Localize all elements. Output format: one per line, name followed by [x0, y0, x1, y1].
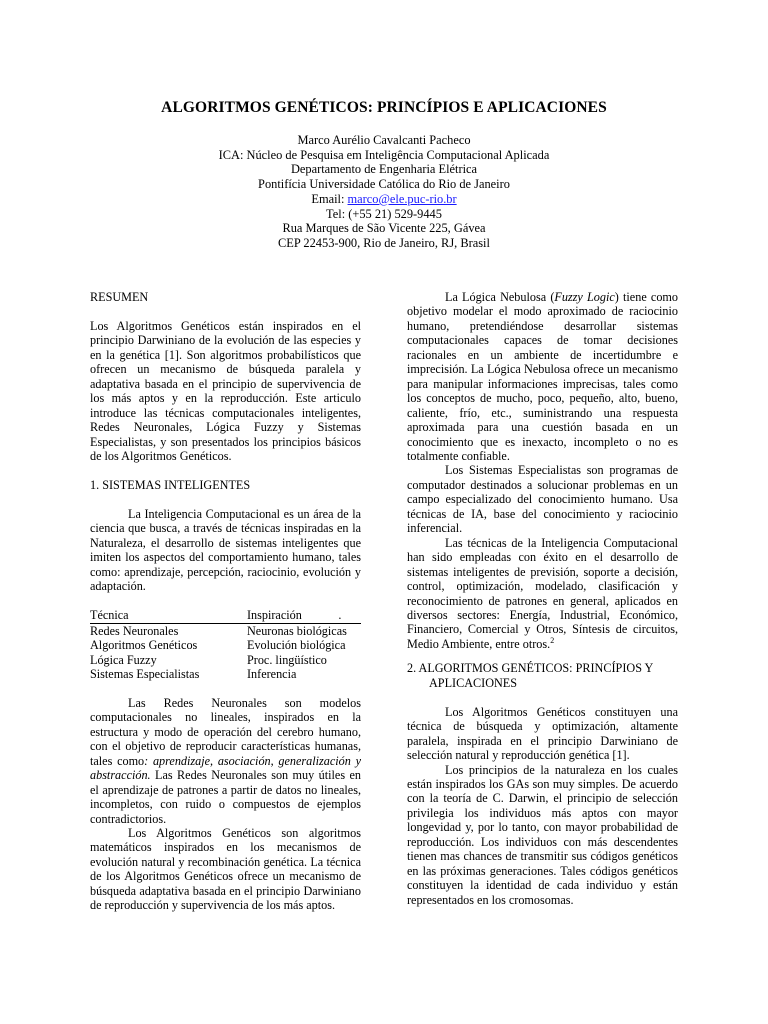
section2-heading: 2. ALGORITMOS GENÉTICOS: PRINCÍPIOS Y APLICACIONES [407, 661, 653, 690]
table-cell: Neuronas biológicas [247, 623, 347, 638]
right-column [407, 290, 678, 907]
affiliation-line: Pontifícia Universidade Católica do Rio de Janeiro [258, 177, 510, 192]
author-name: Marco Aurélio Cavalcanti Pacheco [297, 133, 471, 147]
table-header-cell: Técnica [90, 608, 247, 623]
techniques-table [90, 608, 361, 681]
table-cell: Proc. lingüístico [247, 652, 327, 667]
section1-paragraph: La Inteligencia Computacional es un área de la ciencia que busca, a través de técnicas inspiradas en la Naturaleza, el desarrollo de sistemas inteligentes que imiten los aspectos del comportamiento humano, tales como: aprendizaje, percepción, raciocinio, evolución y adaptación. [90, 506, 361, 594]
table-row [90, 623, 361, 638]
table-cell: Algoritmos Genéticos [90, 638, 198, 653]
email-line [0, 192, 768, 207]
italic-text-run: : aprendizaje, asociación, generalización y abstracción. [90, 753, 361, 783]
italic-text-run: Fuzzy Logic [554, 290, 615, 304]
address-line: CEP 22453-900, Rio de Janeiro, RJ, Brasil [278, 235, 490, 250]
section1-paragraph: Los Algoritmos Genéticos son algoritmos matemáticos inspirados en los mecanismos de evolución natural y recombinación genética. La técnica de los Algoritmos Genéticos ofrece un mecanismo de búsqueda adaptativa basada en el principio Darwiniano de reproducción y supervivencia de los más aptos. [90, 826, 361, 913]
email-link[interactable]: marco@ele.puc-rio.br [347, 191, 457, 206]
resumen-paragraph: Los Algoritmos Genéticos están inspirados en el principio Darwiniano de la evolución de las especies y en la genética [1]. Son algoritmos probabilísticos que ofrecen un mecanismo de búsqueda paralela y adaptativa basada en el principio de supervivencia de los más aptos y en la reproducción. Este articulo introduce las técnicas computacionales inteligentes, Redes Neuronales, Lógica Fuzzy y Sistemas Especialistas, y son presentados los principios básicos de los Algoritmos Genéticos. [90, 318, 361, 464]
text-run: La Lógica Nebulosa ( [445, 290, 555, 304]
resumen-heading: RESUMEN [90, 290, 149, 304]
affiliation-line: ICA: Núcleo de Pesquisa em Inteligência Computacional Aplicada [218, 147, 550, 162]
address-line: Rua Marques de São Vicente 225, Gávea [282, 221, 486, 236]
paper-title: ALGORITMOS GENÉTICOS: PRINCÍPIOS E APLICACIONES [161, 99, 607, 116]
section1-paragraph: Los Sistemas Especialistas son programas de computador destinados a solucionar problemas en un campo especializado del conocimiento humano. Usa técnicas de IA, base del conocimiento y raciocinio inferencial. [407, 463, 678, 536]
text-run: ) tiene como objetivo modelar el modo aproximado de raciocinio humano, pretendiéndose desarrollar sistemas computacionales capaces de tomar decisiones racionales en un ambiente de incertidumbre e imprecisión. La Lógica Nebulosa ofrece un mecanismo para manipular informaciones imprecisas, tales como los conceptos de mucho, poco, pequeño, alto, bueno, caliente, frío, etc., suministrando una respuesta aproximada para una cuestión basada en un conocimiento que es inexacto, incompleto o no es totalmente confiable. [407, 290, 678, 463]
table-header-cell: Inspiración . [247, 608, 361, 623]
table-row [90, 653, 361, 667]
table-row [90, 667, 361, 681]
left-column [90, 290, 361, 913]
section1-paragraph [407, 290, 678, 463]
section1-paragraph [90, 696, 361, 826]
email-label: Email: [311, 191, 348, 206]
text-run: Las técnicas de la Inteligencia Computacional han sido empleadas con éxito en el desarrollo de sistemas inteligentes de previsión, soporte a decisión, control, optimización, modelado, clasificación y reconocimiento de patrones en general, aplicados en diversos sectores: Energía, Industrial, Económico, Financiero, Comercial y Otros, Síntesis de circuitos, Medio Ambiente, entre otros. [407, 535, 678, 651]
author-block [0, 133, 768, 251]
table-cell: Evolución biológica [247, 638, 346, 653]
section2-paragraph: Los principios de la naturaleza en los cuales están inspirados los GAs son muy simples. De acuerdo con la teoría de C. Darwin, el principio de selección privilegia los individuos más aptos con mayor longevidad y, por lo tanto, con mayor probabilidad de reproducción. Los individuos con más descendentes tienen mas chances de transmitir sus códigos genéticos en las próximas generaciones. Tales códigos genéticos constituyen la identidad de cada individuo y están representados en los cromosomas. [407, 762, 678, 907]
text-run: Las Redes Neuronales son muy útiles en el aprendizaje de patrones a partir de datos no lineales, incompletos, con ruido o compuestos de ejemplos contradictorios. [90, 768, 361, 826]
table-cell: Inferencia [247, 666, 297, 681]
table-cell: Lógica Fuzzy [90, 652, 157, 667]
table-cell: Redes Neuronales [90, 623, 179, 638]
text-run: Las Redes Neuronales son modelos computacionales no lineales, inspirados en la estructura y modo de operación del cerebro humano, con el objetivo de reproducir características humanas, tales como [90, 695, 361, 768]
section1-paragraph [407, 536, 678, 652]
footnote-marker: 2 [550, 635, 555, 645]
table-row [90, 638, 361, 652]
table-cell: Sistemas Especialistas [90, 666, 200, 681]
table-header-row [90, 608, 361, 623]
section2-paragraph: Los Algoritmos Genéticos constituyen una técnica de búsqueda y optimización, altamente paralela, inspirada en el principio Darwiniano de selección natural y reproducción genética [1]. [407, 704, 678, 763]
phone-line: Tel: (+55 21) 529-9445 [326, 206, 442, 221]
section1-heading: 1. SISTEMAS INTELIGENTES [90, 477, 251, 492]
affiliation-line: Departamento de Engenharia Elétrica [290, 162, 478, 177]
